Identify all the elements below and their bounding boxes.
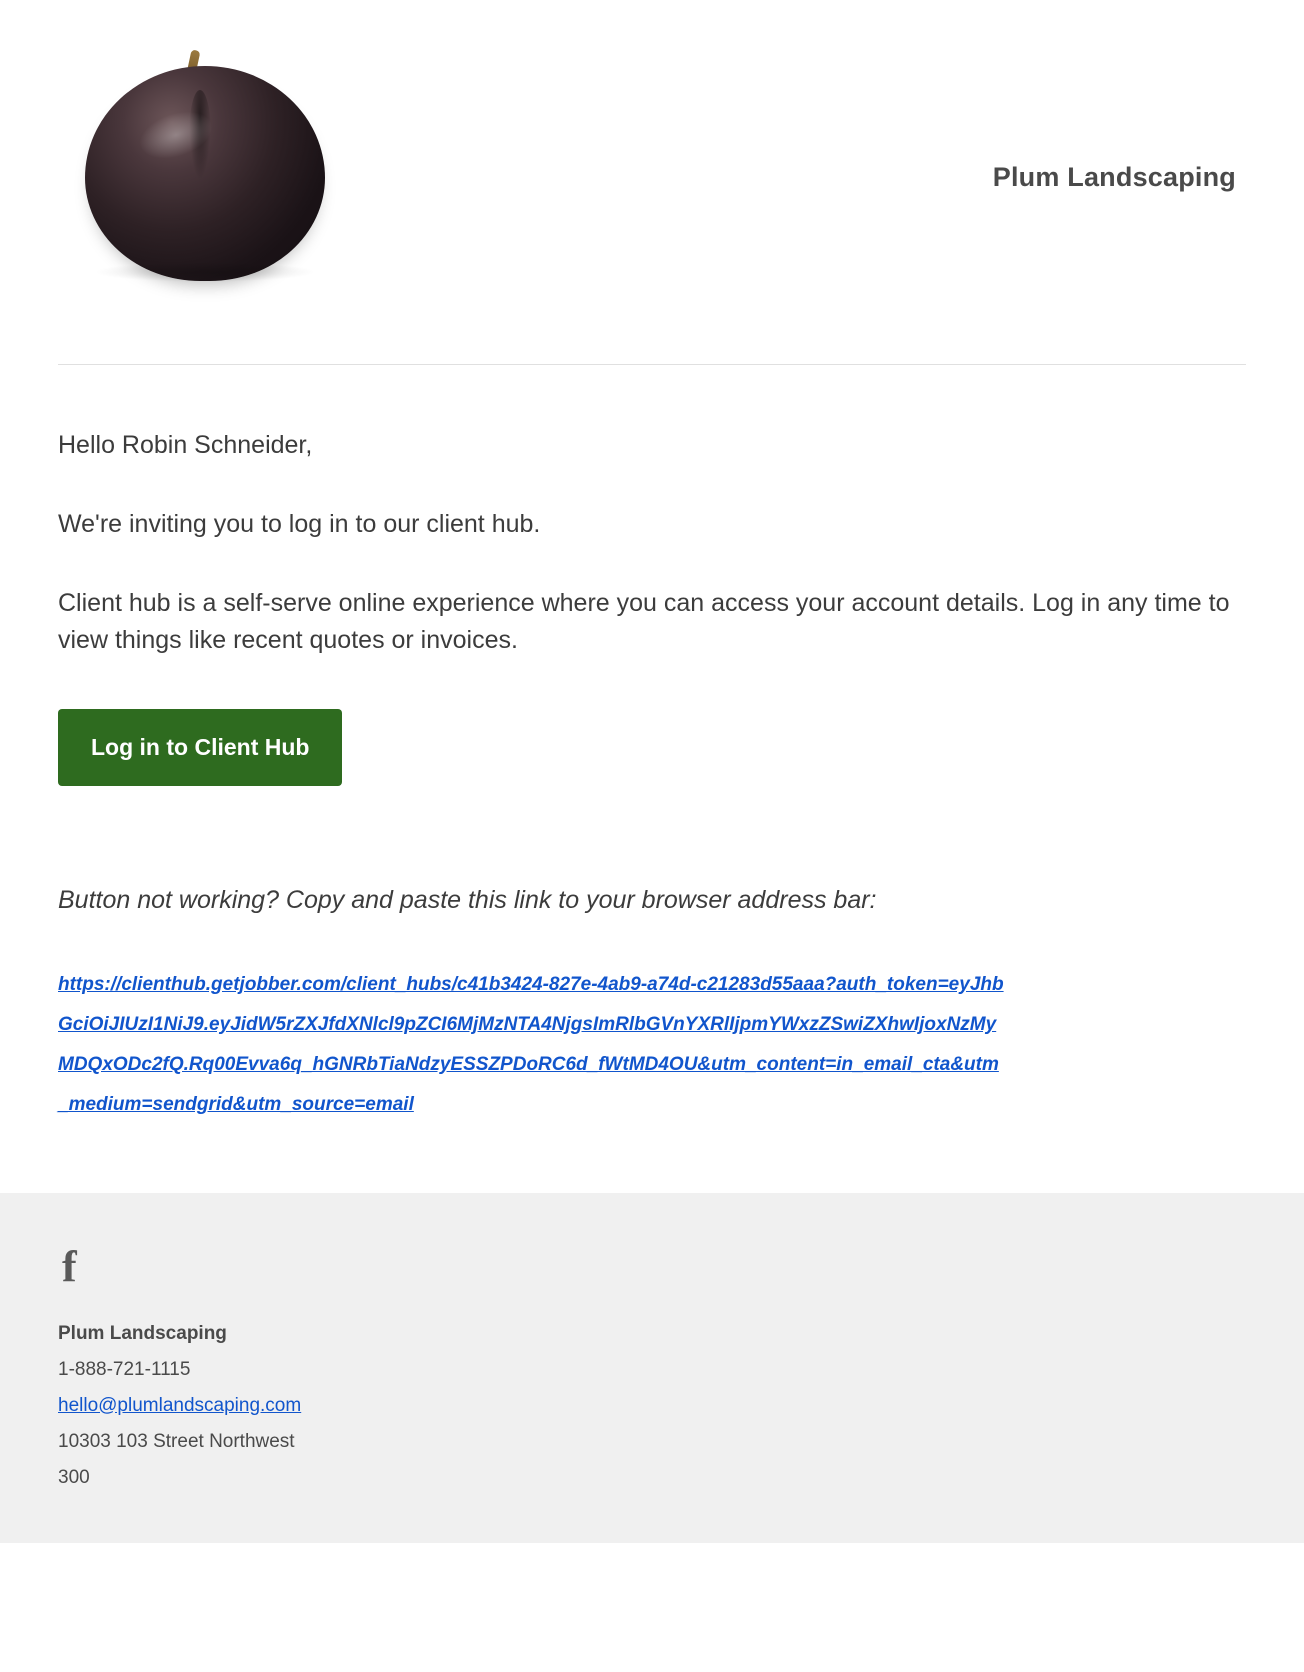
fallback-link-section	[58, 882, 1246, 1125]
footer-email-link[interactable]: hello@plumlandscaping.com	[58, 1394, 302, 1416]
plum-body	[85, 66, 325, 281]
facebook-icon[interactable]: f	[62, 1241, 77, 1291]
fallback-url-link[interactable]: https://clienthub.getjobber.com/client_hubs/c41b3424-827e-4ab9-a74d-c21283d55aaa?auth_token=eyJhbGciOiJIUzI1NiJ9.eyJidW5rZXJfdXNlcl9pZCI6MjMzNTA4NjgsImRlbGVnYXRlIjpmYWxzZSwiZXhwIjoxNzMyMDQxODc2fQ.Rq00Evva6q_hGNRbTiaNdzyESSZPDoRC6d_fWtMD4OU&utm_content=in_email_cta&utm_medium=sendgrid&utm_source=email	[58, 974, 1004, 1115]
footer-company-name: Plum Landscaping	[58, 1322, 227, 1344]
plum-fruit-logo-icon	[80, 44, 330, 279]
login-client-hub-button[interactable]: Log in to Client Hub	[58, 709, 342, 786]
footer-phone: 1-888-721-1115	[58, 1358, 191, 1380]
greeting-text: Hello Robin Schneider,	[58, 431, 313, 459]
plum-shadow	[94, 262, 316, 282]
company-logo	[58, 22, 338, 312]
email-footer	[0, 1193, 1304, 1543]
company-name-heading: Plum Landscaping	[992, 162, 1236, 192]
body-text: Client hub is a self-serve online experience where you can access your account details. Log in any time to view things like recent quotes or invoices.	[58, 589, 1230, 654]
fallback-note-text: Button not working? Copy and paste this link to your browser address bar:	[58, 886, 877, 914]
message-body	[58, 365, 1246, 1125]
footer-address-line-1: 10303 103 Street Northwest	[58, 1430, 295, 1452]
intro-text: We're inviting you to log in to our client hub.	[58, 510, 541, 538]
footer-address-line-2: 300	[58, 1466, 90, 1488]
social-links	[58, 1241, 1246, 1291]
email-header	[58, 0, 1246, 312]
